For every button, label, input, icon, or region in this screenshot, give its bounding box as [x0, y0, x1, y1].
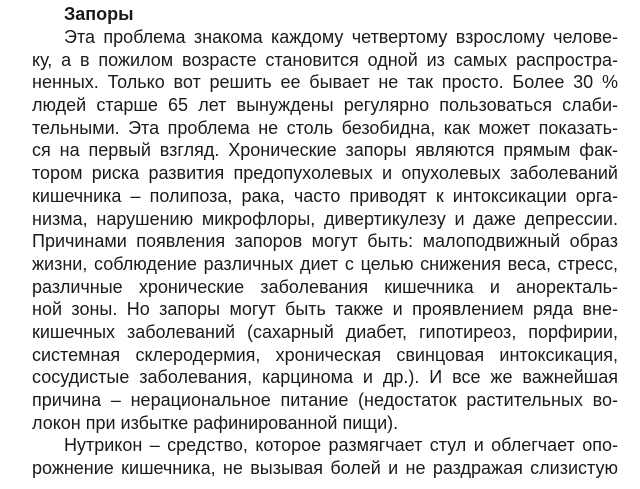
text-line: Нутрикон – средство, которое размягчает стул и облегчает опо- — [64, 435, 618, 456]
text-line: кишечника – полипоза, рака, часто приводят к интоксикации орга- — [32, 185, 618, 206]
paragraph-1 — [32, 26, 618, 434]
text-line: кишечных заболеваний (сахарный диабет, гипотиреоз, порфирии, — [32, 321, 618, 342]
section-heading: Запоры — [64, 4, 134, 24]
text-line: сосудистые заболевания, карциномa и др.). И все же важнейшая — [32, 367, 618, 388]
text-line: различные хронические заболевания кишечника и аноректаль- — [32, 276, 618, 297]
text-line: тельными. Эта проблема не столь безобидна, как может показать- — [32, 117, 618, 138]
text-line: людей старше 65 лет вынуждены регулярно пользоваться слаби- — [32, 95, 618, 116]
text-line: локон при избытке рафинированной пищи). — [32, 412, 399, 433]
paragraph-2 — [32, 434, 618, 479]
text-line: рожнение кишечника, не вызывая болей и не раздражая слизистую — [32, 458, 618, 479]
text-line: ку, а в пожилом возрасте становится одной из самых распростра- — [32, 49, 618, 70]
text-line: причина – нерациональное питание (недостаток растительных во- — [32, 390, 618, 410]
text-line: жизни, соблюдение различных диет с целью снижения веса, стресс, — [32, 253, 618, 274]
text-line: низма, нарушению микрофлоры, дивертикулезу и даже депрессии. — [32, 208, 618, 229]
text-line: ненных. Только вот решить ее бывает не так просто. Более 30 % — [32, 72, 618, 93]
text-line: Эта проблема знакома каждому четвертому взрослому челове- — [64, 27, 618, 47]
text-line: тором риска развития предопухолевых и опухолевых заболеваний — [32, 163, 618, 184]
text-line: ся на первый взгляд. Хронические запоры являются прямым фак- — [32, 140, 618, 161]
text-line: Причинами появления запоров могут быть: малоподвижный образ — [32, 231, 618, 252]
text-line: системная склеродермия, хроническая свинцовая интоксикация, — [32, 344, 618, 365]
text-line: ной зоны. Но запоры могут быть также и проявлением ряда вне- — [32, 299, 618, 320]
